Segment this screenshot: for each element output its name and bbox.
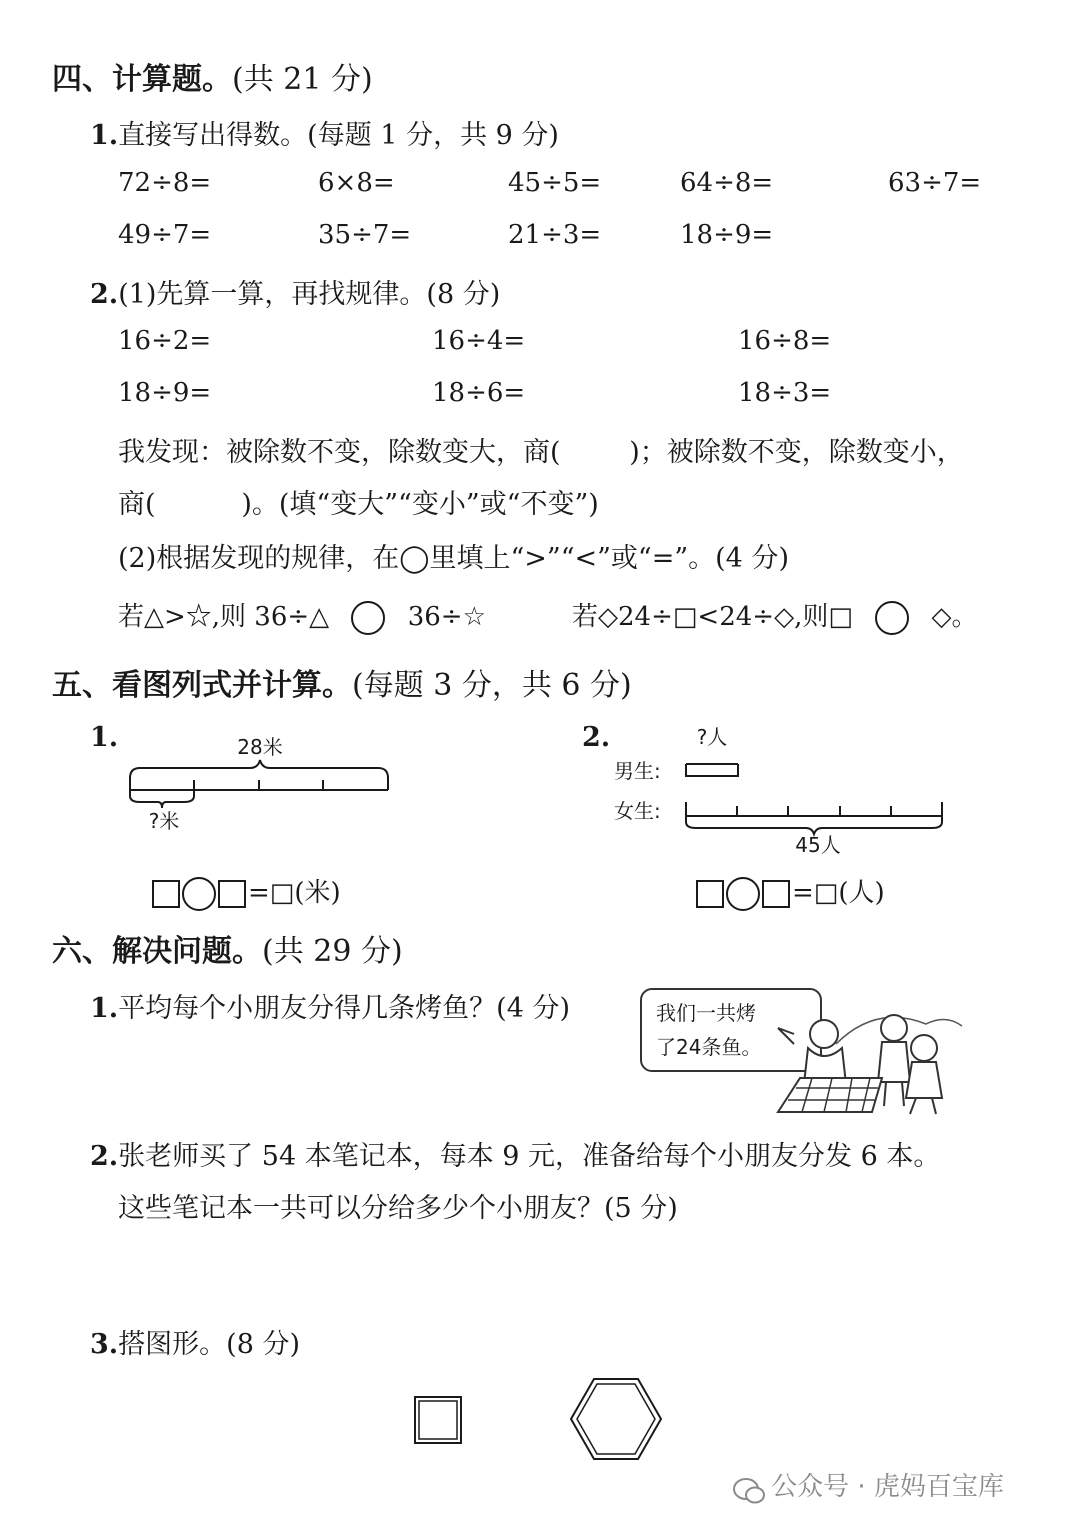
calc-2-3: 21÷3= <box>508 220 602 250</box>
answer-box[interactable] <box>696 880 724 908</box>
compare-2-left: 若◇24÷□<24÷◇,则□ <box>572 602 853 632</box>
diagram-1-top-label: 28米 <box>237 735 283 759</box>
watermark-text: 公众号 · 虎妈百宝库 <box>771 1472 1004 1502</box>
calc-2-4: 18÷9= <box>680 220 774 250</box>
answer-box[interactable] <box>218 880 246 908</box>
calc-1-3: 45÷5= <box>508 168 602 198</box>
section-4-title: 四、计算题。 <box>52 62 232 97</box>
q4-1-prompt <box>90 113 559 152</box>
stick-hexagon-shape <box>566 1374 666 1464</box>
section-5-heading <box>52 660 632 704</box>
answer-box[interactable] <box>762 880 790 908</box>
operator-circle[interactable] <box>182 877 216 911</box>
equation-1-unit: =□(米) <box>248 878 341 908</box>
pattern-2-1: 18÷9= <box>118 378 212 408</box>
stick-square-shape <box>410 1392 466 1448</box>
section-5-points: (每题 3 分，共 6 分) <box>352 668 632 703</box>
q4-1-number: 1. <box>90 120 119 151</box>
q5-1-number: 1. <box>90 722 119 753</box>
watermark <box>732 1466 1004 1505</box>
pattern-2-3: 18÷3= <box>738 378 832 408</box>
answer-box[interactable] <box>152 880 180 908</box>
finding-line-2: 商( )。(填“变大”“变小”或“不变”) <box>118 489 599 520</box>
diagram-2-bottom-label: 45人 <box>795 833 841 857</box>
q6-3-text: 搭图形。(8 分) <box>118 1329 301 1360</box>
q6-2-number: 2. <box>90 1141 119 1172</box>
finding-line-1: 我发现：被除数不变，除数变大，商( )；被除数不变，除数变小， <box>118 437 964 468</box>
section-6-title: 六、解决问题。 <box>52 934 262 969</box>
calc-1-4: 64÷8= <box>680 168 774 198</box>
boys-bracket <box>686 764 738 776</box>
q6-3-prompt <box>90 1322 300 1361</box>
calc-1-1: 72÷8= <box>118 168 212 198</box>
diagram-1-bottom-brace <box>130 790 194 808</box>
pattern-1-1: 16÷2= <box>118 326 212 356</box>
calc-2-1: 49÷7= <box>118 220 212 250</box>
bubble-line-2: 了24条鱼。 <box>656 1035 762 1059</box>
q6-3-number: 3. <box>90 1329 119 1360</box>
section-6-heading <box>52 926 403 970</box>
equation-template-1 <box>150 872 341 911</box>
answer-circle-1[interactable] <box>351 601 385 635</box>
q4-2-prompt <box>90 272 500 311</box>
compare-2-right: ◇。 <box>931 602 978 632</box>
q6-1-text: 平均每个小朋友分得几条烤鱼？(4 分) <box>118 993 571 1024</box>
operator-circle[interactable] <box>726 877 760 911</box>
q4-2-number: 2. <box>90 279 119 310</box>
section-5-title: 五、看图列式并计算。 <box>52 668 352 703</box>
boys-label: 男生: <box>614 759 661 783</box>
q6-2-line-1: 张老师买了 54 本笔记本，每本 9 元，准备给每个小朋友分发 6 本。 <box>118 1141 941 1172</box>
q6-2-prompt <box>90 1134 940 1173</box>
diagram-2-top-label: ?人 <box>696 725 728 749</box>
compare-1 <box>118 596 486 635</box>
equation-2-unit: =□(人) <box>792 878 885 908</box>
q6-2-line-2: 这些笔记本一共可以分给多少个小朋友？(5 分) <box>118 1193 678 1224</box>
q6-1-prompt <box>90 986 570 1025</box>
section-4-points: (共 21 分) <box>232 62 373 97</box>
q5-2-number: 2. <box>582 722 611 753</box>
q6-1-number: 1. <box>90 993 119 1024</box>
answer-circle-2[interactable] <box>875 601 909 635</box>
children-grilling-illustration <box>776 1004 966 1124</box>
wechat-icon <box>732 1477 766 1505</box>
girls-label: 女生: <box>614 799 661 823</box>
girls-brace <box>686 816 942 834</box>
pattern-2-2: 18÷6= <box>432 378 526 408</box>
pattern-1-3: 16÷8= <box>738 326 832 356</box>
q4-2-part2-text: (2)根据发现的规律，在◯里填上“>”“<”或“=”。(4 分) <box>118 543 789 574</box>
segment-diagram-1 <box>120 728 400 838</box>
equation-template-2 <box>694 872 885 911</box>
calc-1-5: 63÷7= <box>888 168 982 198</box>
compare-1-left: 若△>☆,则 36÷△ <box>118 602 330 632</box>
diagram-1-top-brace <box>130 760 388 778</box>
pattern-1-2: 16÷4= <box>432 326 526 356</box>
q4-2-text: (1)先算一算，再找规律。(8 分) <box>118 279 501 310</box>
compare-1-right: 36÷☆ <box>407 602 486 632</box>
bubble-line-1: 我们一共烤 <box>656 1001 756 1025</box>
section-6-points: (共 29 分) <box>262 934 403 969</box>
calc-2-2: 35÷7= <box>318 220 412 250</box>
segment-diagram-2 <box>612 722 952 862</box>
calc-1-2: 6×8= <box>318 168 395 198</box>
compare-2 <box>572 596 977 635</box>
diagram-1-bottom-label: ?米 <box>148 809 180 833</box>
q4-1-text: 直接写出得数。(每题 1 分，共 9 分) <box>118 120 559 151</box>
section-4-heading <box>52 54 373 98</box>
